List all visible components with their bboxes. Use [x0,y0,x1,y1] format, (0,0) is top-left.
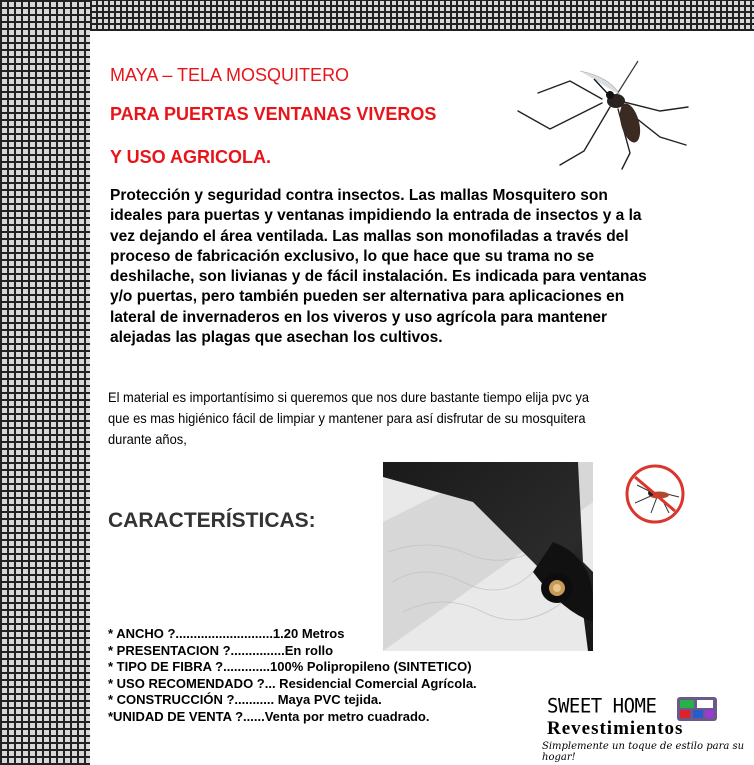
flyer-page [90,31,754,765]
brand-name: SWEET HOME [547,694,657,718]
spec-tipo-fibra: * TIPO DE FIBRA ?.............100% Polipropileno (SINTETICO) [108,659,472,674]
spec-ancho: * ANCHO ?...........................1.20 Metros [108,626,345,641]
title-line-1: MAYA – TELA MOSQUITERO [110,65,350,85]
brand-subtitle: Revestimientos [547,718,684,739]
title-line-2: PARA PUERTAS VENTANAS VIVEROS [110,104,437,124]
brand-tagline: Simplemente un toque de estilo para su hogar! [542,741,745,763]
material-note: El material es importantísimo si queremos que nos dure bastante tiempo elija pvc ya que es mas higiénico fácil de limpiar y mantener para así disfrutar de su mosquitera durante años, [108,389,590,447]
mesh-border-top [0,0,754,31]
mesh-roll-image [383,462,593,651]
spec-uso-recomendado: * USO RECOMENDADO ?... Residencial Comercial Agrícola. [108,675,477,691]
spec-unidad-venta: *UNIDAD DE VENTA ?......Venta por metro cuadrado. [108,708,430,724]
mosquito-image [510,41,690,171]
spec-presentacion: * PRESENTACION ?...............En rollo [108,642,334,658]
specs-list [108,626,477,725]
brand-block [540,695,750,765]
features-heading: CARACTERÍSTICAS: [108,509,316,532]
no-mosquito-icon [623,463,687,525]
mesh-border-left [0,0,90,765]
product-description: Protección y seguridad contra insectos. Las mallas Mosquitero son ideales para puertas y ventanas impidiendo la entrada de insectos y a la vez dejando el área ventilada. Las mallas son monofiladas a través del proceso de fabricación exclusivo, lo que hace que su trama no se deshilache, son livianas y de fácil instalación. Es indicada para ventanas y/o puertas, pero también pueden ser alternativa para aplicaciones en lateral de invernaderos en los viveros y uso agrícola para mantener alejadas las plagas que asechan los cultivos. [110,187,647,347]
spec-construccion: * CONSTRUCCIÓN ?........... Maya PVC tejida. [108,692,382,707]
title-line-3: Y USO AGRICOLA. [110,147,272,167]
